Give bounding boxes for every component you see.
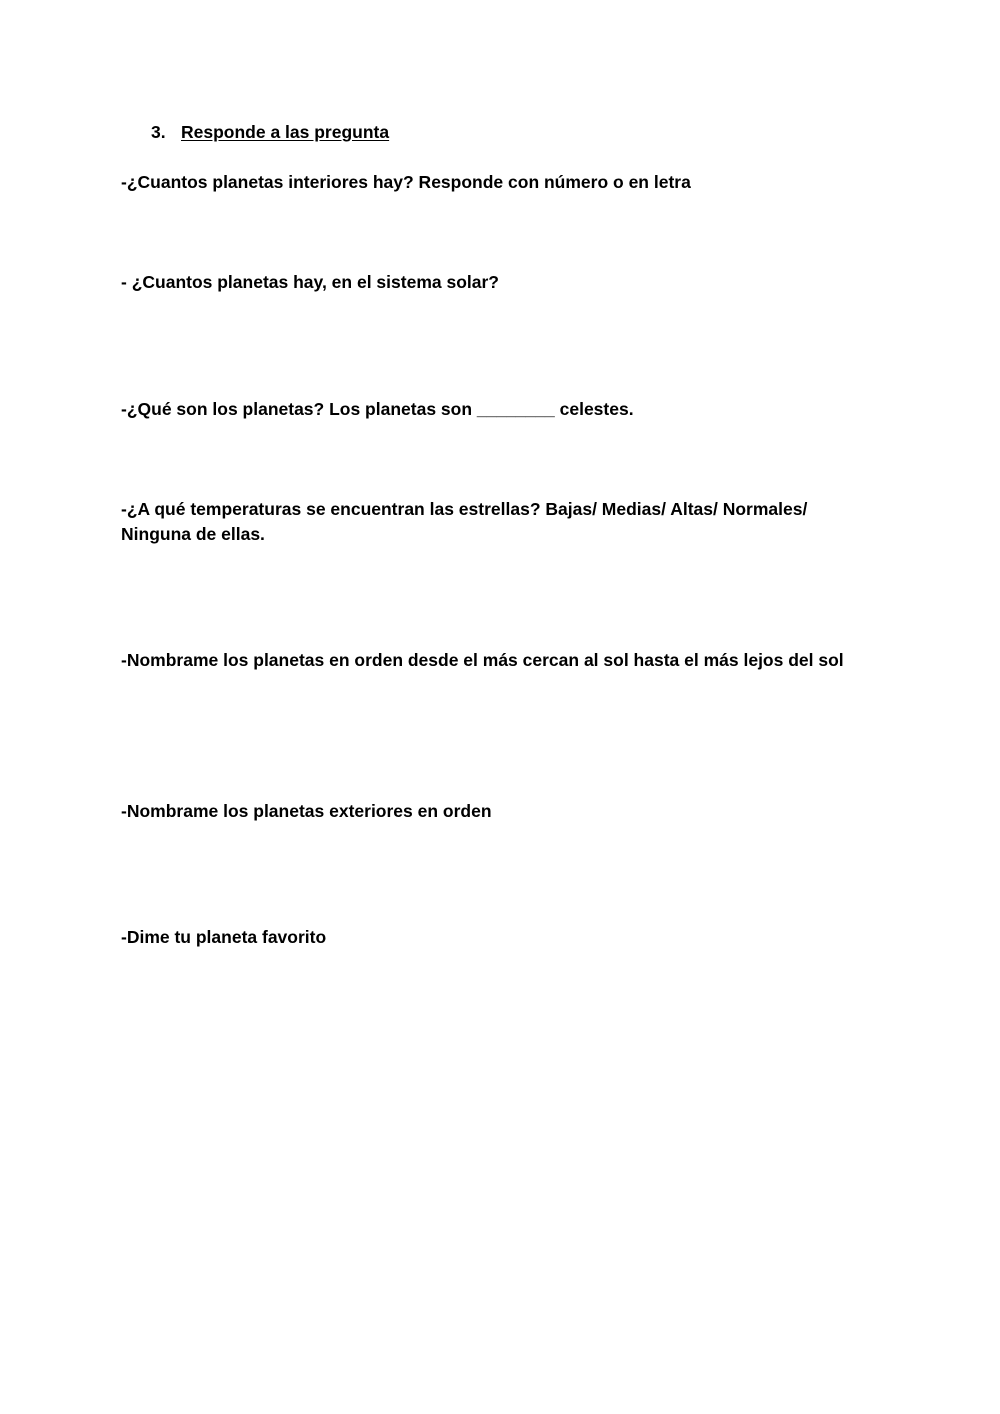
section-number: 3. <box>151 122 166 142</box>
question-favorite-planet: -Dime tu planeta favorito <box>121 927 327 947</box>
section-title: Responde a las pregunta <box>181 122 390 142</box>
section-heading <box>151 122 389 143</box>
question-what-are-planets: -¿Qué son los planetas? Los planetas son ________ celestes. <box>121 399 634 419</box>
question-inner-planets-count: -¿Cuantos planetas interiores hay? Responde con número o en letra <box>121 172 691 192</box>
question-outer-planets: -Nombrame los planetas exteriores en orden <box>121 801 492 821</box>
question-star-temperatures: -¿A qué temperaturas se encuentran las estrellas? Bajas/ Medias/ Altas/ Normales/ Ninguna de ellas. <box>121 499 808 544</box>
question-total-planets: - ¿Cuantos planetas hay, en el sistema solar? <box>121 272 499 292</box>
question-planets-order: -Nombrame los planetas en orden desde el más cercan al sol hasta el más lejos del sol <box>121 650 844 670</box>
